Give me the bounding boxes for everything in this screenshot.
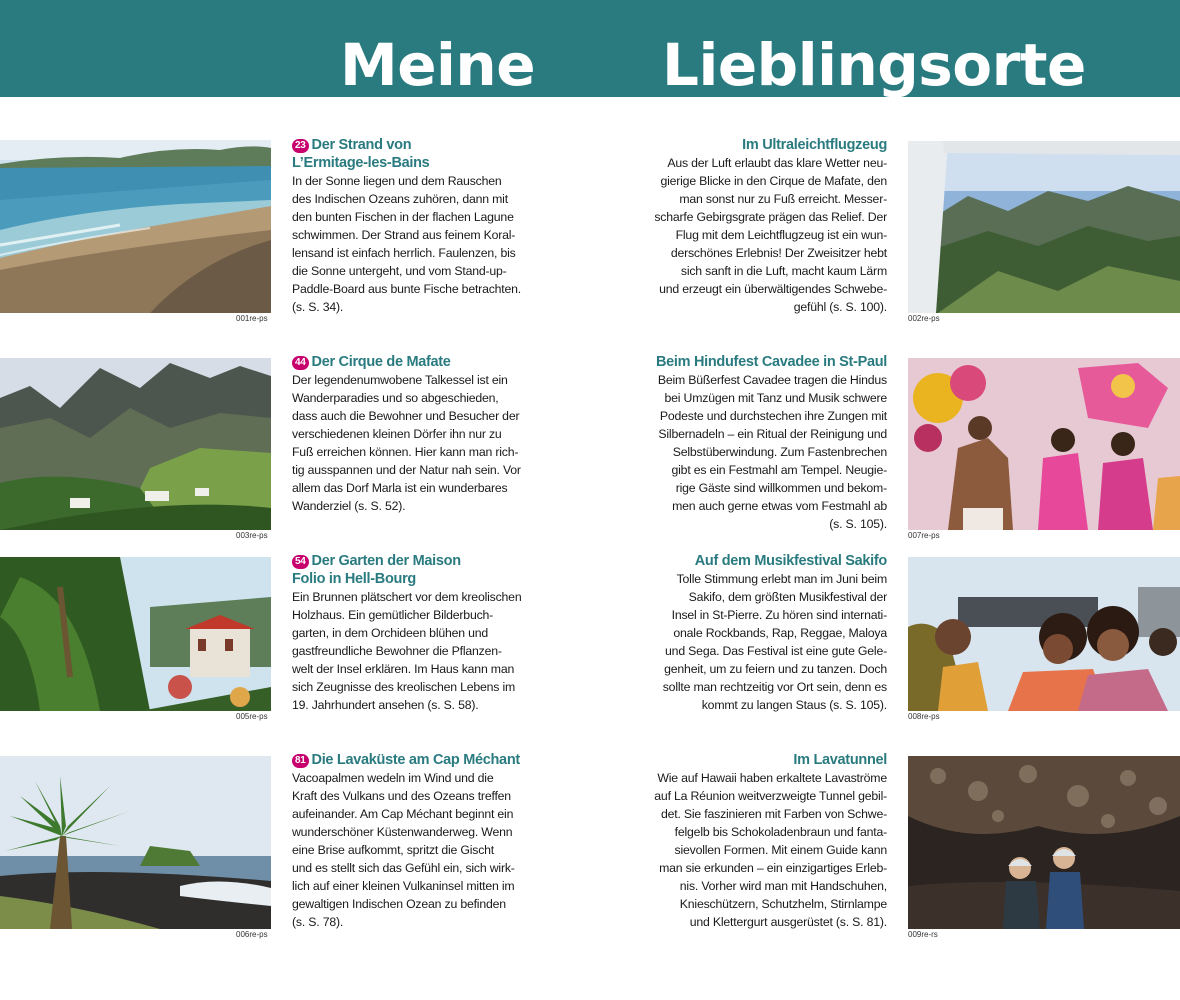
entry-text-line: sollte man rechtzeitig vor Ort sein, denn es xyxy=(662,680,887,694)
entry-text-line: man sonst nur zu Fuß erreicht. Messer- xyxy=(679,192,887,206)
entry-number-badge: 81 xyxy=(292,754,309,768)
entry-heading: 23 Der Strand von xyxy=(292,136,527,154)
entry-heading: Im Ultraleichtflugzeug xyxy=(742,137,887,153)
entry-text-line: den bunten Fischen in der flachen Lagune xyxy=(292,210,514,224)
entry-text-line: 19. Jahrhundert ansehen (s. S. 58). xyxy=(292,698,479,712)
entry-heading: Auf dem Musikfestival Sakifo xyxy=(694,553,887,569)
entry-text-line: und Sega. Das Festival ist eine gute Gele- xyxy=(665,644,887,658)
entry-text-line: bei Umzügen mit Tanz und Musik schwere xyxy=(664,391,887,405)
entry-text-line: Vacoapalmen wedeln im Wind und die xyxy=(292,771,494,785)
entry-text-line: Wanderziel (s. S. 52). xyxy=(292,499,406,513)
entry-text-line: scharfe Gebirgsgrate prägen das Relief. Der xyxy=(654,210,887,224)
entry-text-line: (s. S. 105). xyxy=(829,517,887,531)
garden-maison-folio-photo xyxy=(0,557,271,711)
entry-heading: Im Lavatunnel xyxy=(793,752,887,768)
entry-text-line: Insel in St-Pierre. Zu hören sind internati- xyxy=(671,608,887,622)
photo-credit: 005re-ps xyxy=(236,712,268,721)
entry-number-badge: 54 xyxy=(292,555,309,569)
entry-lavatunnel xyxy=(620,751,887,931)
photo-credit: 007re-ps xyxy=(908,531,940,540)
entry-text-line: gastfreundliche Bewohner die Pflanzen- xyxy=(292,644,502,658)
entry-text-line: genheit, um zu feiern und zu tanzen. Doch xyxy=(664,662,887,676)
entry-heading-line: L’Ermitage-les-Bains xyxy=(292,155,430,171)
entry-cirque-de-mafate xyxy=(292,353,527,515)
entry-text-line: Knieschützern, Schutzhelm, Stirnlampe xyxy=(679,897,887,911)
photo-credit: 006re-ps xyxy=(236,930,268,939)
entry-text-line: schwimmen. Der Strand aus feinem Koral- xyxy=(292,228,516,242)
entry-text-line: Paddle-Board aus bunte Fische betrachten. xyxy=(292,282,522,296)
entry-ultraleichtflugzeug xyxy=(640,136,887,316)
entry-number-badge: 23 xyxy=(292,139,309,153)
entry-text-line: und Klettergurt ausgerüstet (s. S. 81). xyxy=(689,915,887,929)
entry-text-line: Flug mit dem Leichtflugzeug ist ein wun- xyxy=(675,228,887,242)
photo-credit: 008re-ps xyxy=(908,712,940,721)
entry-text-line: welt der Insel erklären. Im Haus kann man xyxy=(292,662,515,676)
entry-text-line: gibt es ein Festmahl am Tempel. Neugie- xyxy=(671,463,887,477)
entry-text-line: derschönes Erlebnis! Der Zweisitzer hebt xyxy=(670,246,887,260)
entry-text-line: Silbernadeln – ein Ritual der Reinigung und xyxy=(658,427,887,441)
entry-text-line: gefühl (s. S. 100). xyxy=(793,300,887,314)
entry-text-line: tig ausspannen und der Natur nah sein. Vor xyxy=(292,463,521,477)
sakifo-festival-photo xyxy=(908,557,1180,711)
entry-text-line: verschiedenen kleinen Dörfer ihn nur zu xyxy=(292,427,502,441)
entry-text-line: In der Sonne liegen und dem Rauschen xyxy=(292,174,502,188)
entry-text-line: Aus der Luft erlaubt das klare Wetter neu- xyxy=(667,156,887,170)
entry-text-line: onale Rockbands, Rap, Reggae, Maloya xyxy=(673,626,887,640)
entry-text-line: Holzhaus. Ein gemütlicher Bilderbuch- xyxy=(292,608,494,622)
entry-text-line: wunderschöner Küstenwanderweg. Wenn xyxy=(292,825,513,839)
entry-text-line: Beim Büßerfest Cavadee tragen die Hindus xyxy=(657,373,887,387)
ultralight-aerial-photo xyxy=(908,141,1180,313)
entry-text-line: auf La Réunion weitverzweigte Tunnel gebil- xyxy=(654,789,887,803)
entry-text-line: dass auch die Bewohner und Besucher der xyxy=(292,409,520,423)
entry-heading: 54 Der Garten der Maison xyxy=(292,552,527,570)
entry-text-line: gewaltigen Indischen Ozean zu befinden xyxy=(292,897,506,911)
entry-text-line: sich Zeugnisse des kreolischen Lebens im xyxy=(292,680,516,694)
entry-heading: 44 Der Cirque de Mafate xyxy=(292,353,527,371)
entry-text-line: Wie auf Hawaii haben erkaltete Lavaströme xyxy=(657,771,887,785)
entry-text-line: eine Brise aufkommt, spritzt die Gischt xyxy=(292,843,495,857)
entry-text-line: (s. S. 34). xyxy=(292,300,344,314)
entry-text-line: Der legendenumwobene Talkessel ist ein xyxy=(292,373,508,387)
entry-heading: 81 Die Lavaküste am Cap Méchant xyxy=(292,751,527,769)
entry-text-line: felgelb bis Schokoladenbraun und fanta- xyxy=(674,825,887,839)
entry-text-line: aufeinander. Am Cap Méchant beginnt ein xyxy=(292,807,514,821)
entry-text-line: Tolle Stimmung erlebt man im Juni beim xyxy=(676,572,887,586)
entry-heading: Beim Hindufest Cavadee in St-Paul xyxy=(655,354,887,370)
entry-text-line: Podeste und durchstechen ihre Zungen mit xyxy=(659,409,887,423)
photo-credit: 009re-rs xyxy=(908,930,938,939)
entry-text-line: nis. Vorher wird man mit Handschuhen, xyxy=(679,879,887,893)
photo-credit: 001re-ps xyxy=(236,314,268,323)
entry-text-line: lensand ist einfach herrlich. Faulenzen, bis xyxy=(292,246,516,260)
page-title-right: Lieblingsorte xyxy=(662,31,1086,99)
cirque-mafate-photo xyxy=(0,358,271,530)
lava-tunnel-photo xyxy=(908,756,1180,929)
entry-text-line: die Sonne untergeht, und vom Stand-up- xyxy=(292,264,507,278)
entry-heading-line: Folio in Hell-Bourg xyxy=(292,571,416,587)
entry-text-line: sich sanft in die Luft, macht kaum Lärm xyxy=(680,264,887,278)
entry-text-line: lich auf einer kleinen Vulkaninsel mitten im xyxy=(292,879,515,893)
cavadee-festival-photo xyxy=(908,358,1180,530)
entry-text-line: sievollen Formen. Mit einem Guide kann xyxy=(674,843,887,857)
entry-text-line: und erzeugt ein überwältigendes Schwebe- xyxy=(659,282,887,296)
entry-musikfestival-sakifo xyxy=(620,552,887,714)
photo-credit: 003re-ps xyxy=(236,531,268,540)
entry-text-line: Kraft des Vulkans und des Ozeans treffen xyxy=(292,789,511,803)
entry-text-line: Selbstüberwindung. Zum Fastenbrechen xyxy=(672,445,887,459)
entry-text-line: garten, in dem Orchideen blühen und xyxy=(292,626,489,640)
lava-coast-photo xyxy=(0,756,271,929)
entry-text-line: des Indischen Ozeans zuhören, dann mit xyxy=(292,192,508,206)
entry-garten-maison-folio xyxy=(292,552,527,714)
entry-text-line: det. Sie faszinieren mit Farben von Schwe- xyxy=(660,807,887,821)
photo-credit: 002re-ps xyxy=(908,314,940,323)
entry-text-line: Fuß erreichen können. Hier kann man rich- xyxy=(292,445,519,459)
entry-text-line: allem das Dorf Marla ist ein wunderbares xyxy=(292,481,508,495)
entry-strand-ermitage xyxy=(292,136,527,316)
entry-text-line: Wanderparadies und so abgeschieden, xyxy=(292,391,499,405)
entry-number-badge: 44 xyxy=(292,356,309,370)
entry-lavakueste-cap-mechant xyxy=(292,751,527,931)
entry-text-line: (s. S. 78). xyxy=(292,915,344,929)
entry-hindufest-cavadee xyxy=(620,353,887,533)
entry-text-line: gierige Blicke in den Cirque de Mafate, den xyxy=(660,174,887,188)
entry-text-line: kommt zu langen Staus (s. S. 105). xyxy=(701,698,887,712)
entry-text-line: und es stellt sich das Gefühl ein, sich wirk- xyxy=(292,861,515,875)
entry-text-line: rige Gäste sind willkommen und bekom- xyxy=(675,481,887,495)
entry-text-line: men auch gerne etwas vom Festmahl ab xyxy=(672,499,887,513)
entry-text-line: man sie erkunden – ein einzigartiges Erleb- xyxy=(659,861,887,875)
entry-text-line: Ein Brunnen plätschert vor dem kreolischen xyxy=(292,590,522,604)
beach-photo xyxy=(0,140,271,313)
page-title-left: Meine xyxy=(340,31,536,99)
entry-text-line: Sakifo, dem größten Musikfestival der xyxy=(688,590,887,604)
